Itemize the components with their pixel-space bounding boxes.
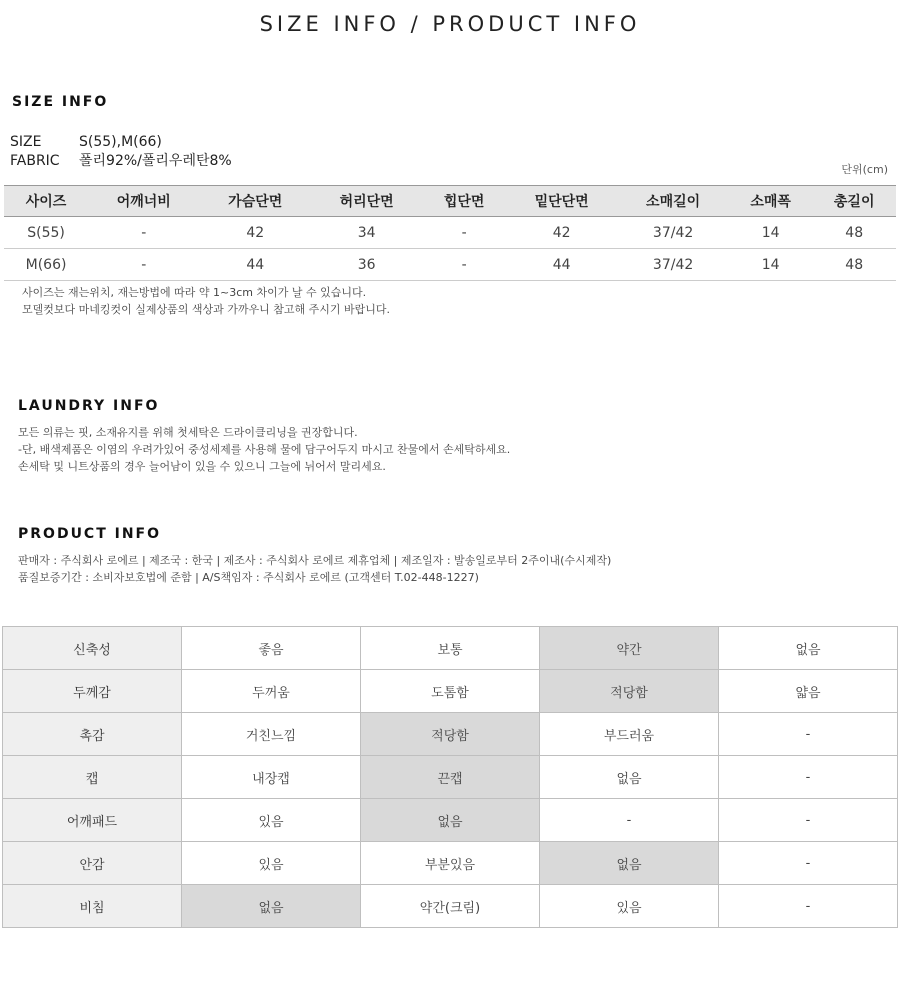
feature-option: 약간	[540, 627, 719, 670]
laundry-notes	[18, 424, 510, 475]
size-info-heading: SIZE INFO	[12, 94, 109, 110]
feature-row-lining	[3, 842, 898, 885]
table-cell: 34	[311, 217, 422, 249]
table-cell: M(66)	[4, 249, 88, 281]
size-table-header: 소매길이	[617, 186, 728, 217]
size-row	[10, 134, 162, 150]
product-note-line: 판매자 : 주식회사 로에르 | 제조국 : 한국 | 제조사 : 주식회사 로에르 제휴업체 | 제조일자 : 발송일로부터 2주이내(수시제작)	[18, 554, 612, 567]
feature-option: -	[719, 842, 898, 885]
size-notes	[22, 284, 390, 318]
feature-option: 없음	[540, 756, 719, 799]
feature-option: 없음	[719, 627, 898, 670]
table-cell: 44	[506, 249, 617, 281]
table-cell: -	[422, 249, 506, 281]
table-cell: 36	[311, 249, 422, 281]
fabric-value: 폴리92%/폴리우레탄8%	[79, 153, 232, 169]
feature-option: 있음	[540, 885, 719, 928]
feature-label: 두께감	[3, 670, 182, 713]
size-table-header: 총길이	[812, 186, 896, 217]
feature-row-shoulder-pad	[3, 799, 898, 842]
table-cell: -	[422, 217, 506, 249]
table-row	[4, 249, 896, 281]
feature-option: 없음	[182, 885, 361, 928]
size-key: SIZE	[10, 134, 42, 150]
size-table-header: 사이즈	[4, 186, 88, 217]
table-cell: -	[88, 249, 199, 281]
feature-option: 있음	[182, 799, 361, 842]
feature-option: 내장캡	[182, 756, 361, 799]
feature-option: -	[719, 799, 898, 842]
size-table-header: 허리단면	[311, 186, 422, 217]
feature-label: 어깨패드	[3, 799, 182, 842]
table-row	[4, 217, 896, 249]
unit-note: 단위(cm)	[841, 163, 888, 176]
size-note-line: 사이즈는 재는위치, 재는방법에 따라 약 1~3cm 차이가 날 수 있습니다.	[22, 286, 367, 299]
feature-row-cup	[3, 756, 898, 799]
size-table-header: 힙단면	[422, 186, 506, 217]
feature-option: 보통	[361, 627, 540, 670]
feature-option: 거친느낌	[182, 713, 361, 756]
product-notes	[18, 552, 611, 586]
feature-label: 안감	[3, 842, 182, 885]
table-cell: 37/42	[617, 217, 728, 249]
feature-row-thickness	[3, 670, 898, 713]
size-value: S(55),M(66)	[79, 134, 162, 150]
feature-option: -	[540, 799, 719, 842]
table-cell: S(55)	[4, 217, 88, 249]
size-table-header: 가슴단면	[200, 186, 311, 217]
feature-option: 약간(크림)	[361, 885, 540, 928]
product-note-line: 품질보증기간 : 소비자보호법에 준함 | A/S책임자 : 주식회사 로에르 (고객센터 T.02-448-1227)	[18, 571, 479, 584]
feature-label: 촉감	[3, 713, 182, 756]
table-cell: -	[88, 217, 199, 249]
feature-table	[2, 626, 898, 928]
feature-option: 없음	[361, 799, 540, 842]
fabric-key: FABRIC	[10, 153, 60, 169]
feature-option: 적당함	[540, 670, 719, 713]
size-table-header: 밑단단면	[506, 186, 617, 217]
size-table-header: 어깨너비	[88, 186, 199, 217]
fabric-row	[10, 150, 232, 170]
size-table-header: 소매폭	[729, 186, 813, 217]
feature-option: 부분있음	[361, 842, 540, 885]
feature-label: 비침	[3, 885, 182, 928]
feature-option: -	[719, 885, 898, 928]
feature-label: 캡	[3, 756, 182, 799]
laundry-note-line: 손세탁 및 니트상품의 경우 늘어남이 있을 수 있으니 그늘에 뉘어서 말리세요.	[18, 460, 386, 473]
feature-option: 적당함	[361, 713, 540, 756]
table-cell: 48	[812, 249, 896, 281]
size-table-header-row	[4, 186, 896, 217]
feature-option: 좋음	[182, 627, 361, 670]
feature-label: 신축성	[3, 627, 182, 670]
feature-option: 없음	[540, 842, 719, 885]
table-cell: 48	[812, 217, 896, 249]
table-cell: 42	[506, 217, 617, 249]
feature-option: 두꺼움	[182, 670, 361, 713]
feature-option: 얇음	[719, 670, 898, 713]
size-table	[4, 185, 896, 281]
table-cell: 14	[729, 217, 813, 249]
laundry-note-line: 모든 의류는 핏, 소재유지를 위해 첫세탁은 드라이클리닝을 권장합니다.	[18, 426, 358, 439]
feature-row-texture	[3, 713, 898, 756]
feature-option: 부드러움	[540, 713, 719, 756]
feature-option: 끈캡	[361, 756, 540, 799]
table-cell: 44	[200, 249, 311, 281]
laundry-note-line: -단, 배색제품은 이염의 우려가있어 중성세제를 사용해 물에 담구어두지 마시고 찬물에서 손세탁하세요.	[18, 443, 511, 456]
laundry-info-heading: LAUNDRY INFO	[18, 398, 160, 414]
table-cell: 42	[200, 217, 311, 249]
feature-option: -	[719, 713, 898, 756]
feature-option: -	[719, 756, 898, 799]
feature-option: 있음	[182, 842, 361, 885]
page-title: SIZE INFO / PRODUCT INFO	[259, 12, 641, 36]
feature-row-sheerness	[3, 885, 898, 928]
table-cell: 37/42	[617, 249, 728, 281]
size-note-line: 모델컷보다 마네킹컷이 실제상품의 색상과 가까우니 참고해 주시기 바랍니다.	[22, 303, 391, 316]
product-info-heading: PRODUCT INFO	[18, 526, 162, 542]
table-cell: 14	[729, 249, 813, 281]
feature-row-stretch	[3, 627, 898, 670]
feature-option: 도톰함	[361, 670, 540, 713]
